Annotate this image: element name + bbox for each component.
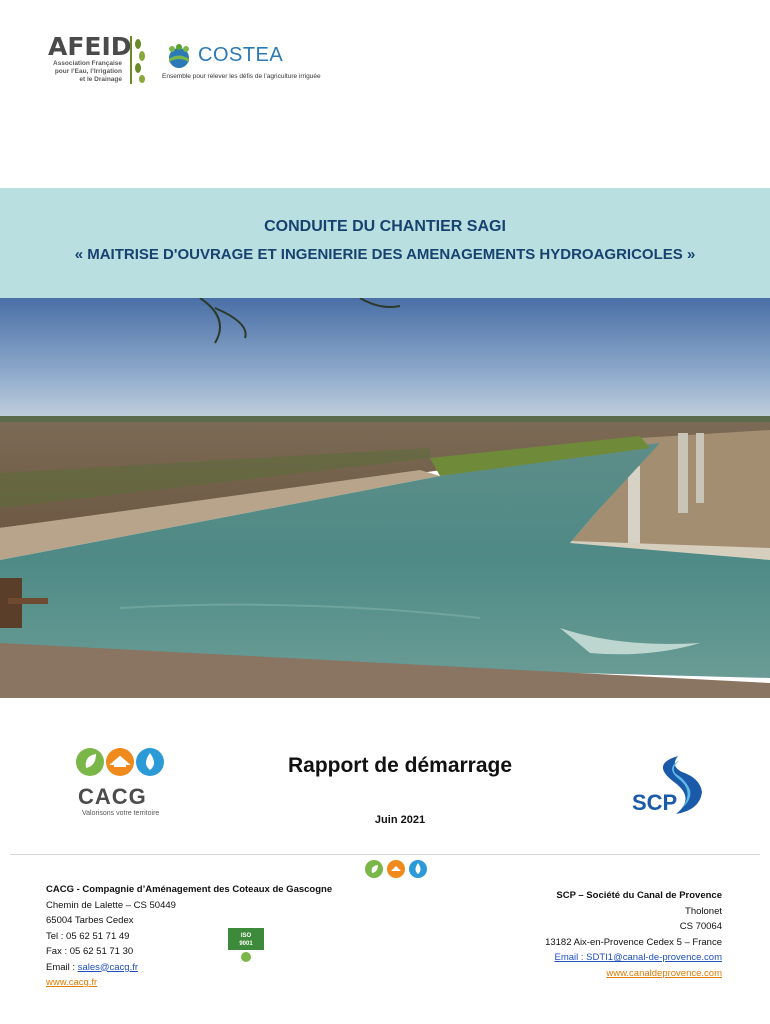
scp-website-link[interactable]: www.canaldeprovence.com [606,967,722,979]
costea-tagline: Ensemble pour relever les défis de l’agriculture irriguée [162,73,321,80]
scp-org-name: SCP – Société du Canal de Provence [556,890,722,901]
scp-logo [630,752,710,822]
cacg-circles-icon [74,744,174,784]
cacg-email-label: Email : [46,961,78,973]
cacg-contact-block [46,882,386,991]
scp-website-line [430,966,722,982]
document-title-line-1: CONDUITE DU CHANTIER SAGI [264,218,506,235]
iso-badge-line-2: 9001 [239,941,253,947]
cacg-small-circles-icon [364,858,428,880]
afeid-subtitle-line-1: Association Française [53,60,122,67]
cacg-logo [74,744,174,824]
afeid-logo-name: AFEID [48,32,132,61]
afeid-subtitle-line-2: pour l’Eau, l’Irrigation [54,68,122,75]
afeid-subtitle-line-3: et le Drainage [79,76,122,83]
afeid-subtitle [48,60,122,84]
cover-photo-irrigation-canal [0,298,770,698]
divider [10,854,760,855]
costea-globe-icon [164,44,194,70]
afeid-leaf-icon [130,36,146,84]
cacg-address-line-1: Chemin de Lalette – CS 50449 [46,899,176,911]
scp-email-link[interactable]: Email : SDTI1@canal-de-provence.com [554,952,722,963]
cacg-tagline: Valorisons votre territoire [82,810,160,817]
costea-logo-name: COSTEA [198,44,284,66]
cacg-phone: Tel : 05 62 51 71 49 [46,930,130,942]
cacg-website-line [46,975,386,991]
scp-address-line-1: Tholonet [685,905,722,917]
scp-contact-block [430,888,722,981]
afeid-logo [48,34,158,92]
cacg-address-line-2: 65004 Tarbes Cedex [46,915,134,926]
report-title: Rapport de démarrage [287,754,513,777]
cacg-org-name: CACG - Compagnie d’Aménagement des Coteaux de Gascogne [46,884,333,895]
cacg-fax: Fax : 05 62 51 71 30 [46,946,134,957]
scp-logo-name: SCP [632,790,678,815]
document-title-line-2: « MAITRISE D'OUVRAGE ET INGENIERIE DES AMENAGEMENTS HYDROAGRICOLES » [74,246,696,263]
scp-address-line-3: 13182 Aix-en-Provence Cedex 5 – France [545,936,722,948]
cacg-email-line [46,960,386,976]
iso-9001-badge [226,928,266,964]
scp-address-line-2: CS 70064 [679,921,722,932]
cacg-email-link[interactable]: sales@cacg.fr [77,961,139,973]
costea-logo [160,40,320,84]
cacg-logo-name: CACG [78,784,147,809]
cacg-website-link[interactable]: www.cacg.fr [46,977,98,988]
report-date: Juin 2021 [374,814,426,826]
title-band [0,188,770,298]
scp-email-line [430,950,722,966]
iso-badge-line-1: ISO [240,933,252,939]
